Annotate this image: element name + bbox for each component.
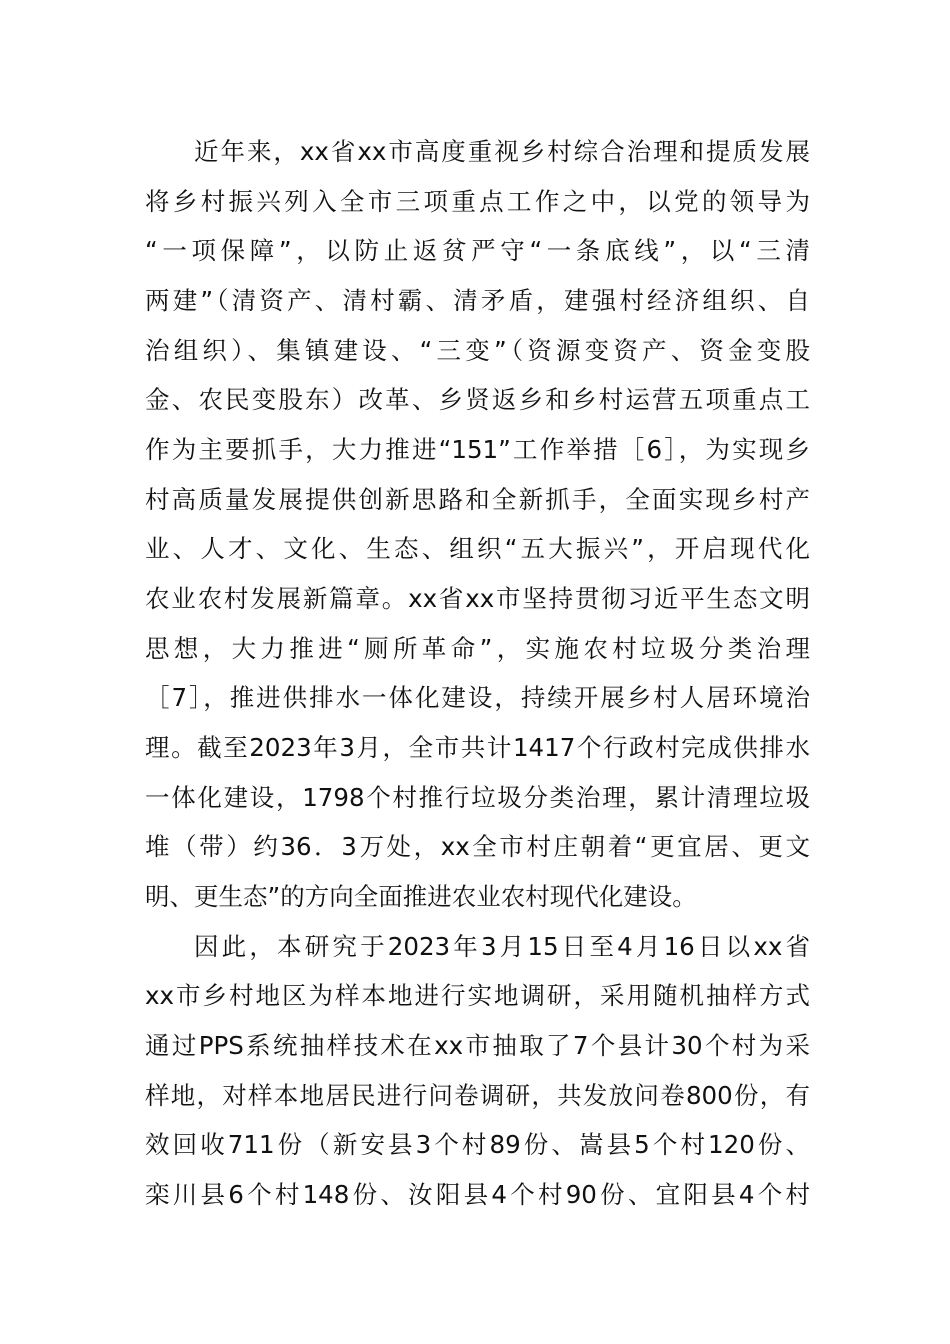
- paragraph-1-line-11: 思想，大力推进“厕所革命”，实施农村垃圾分类治理: [145, 634, 810, 663]
- paragraph-1-line-12: ［7］，推进供排水一体化建设，持续开展乡村人居环境治: [145, 683, 810, 712]
- paragraph-1-line-10: 农业农村发展新篇章。xx省xx市坚持贯彻习近平生态文明: [145, 584, 810, 613]
- paragraph-1-line-8: 村高质量发展提供创新思路和全新抓手，全面实现乡村产: [145, 485, 810, 514]
- paragraph-1-line-16: 明、更生态”的方向全面推进农业农村现代化建设。: [145, 882, 697, 911]
- paragraph-1-line-5: 治组织）、集镇建设、“三变”（资源变资产、资金变股: [145, 336, 810, 365]
- paragraph-1-line-9: 业、人才、文化、生态、组织“五大振兴”，开启现代化: [145, 534, 810, 563]
- paragraph-2-line-6: 栾川县6个村148份、汝阳县4个村90份、宜阳县4个村: [145, 1180, 810, 1209]
- paragraph-1-line-7: 作为主要抓手，大力推进“151”工作举措［6］，为实现乡: [145, 435, 810, 464]
- paragraph-1-line-13: 理。截至2023年3月，全市共计1417个行政村完成供排水: [145, 733, 810, 762]
- paragraph-2-line-1: 因此，本研究于2023年3月15日至4月16日以xx省: [194, 932, 810, 961]
- paragraph-2-line-3: 通过PPS系统抽样技术在xx市抽取了7个县计30个村为采: [145, 1031, 810, 1060]
- paragraph-2-line-5: 效回收711份（新安县3个村89份、嵩县5个村120份、: [145, 1130, 810, 1159]
- paragraph-1-line-14: 一体化建设，1798个村推行垃圾分类治理，累计清理垃圾: [145, 783, 810, 812]
- paragraph-2-line-2: xx市乡村地区为样本地进行实地调研，采用随机抽样方式: [145, 981, 810, 1010]
- paragraph-2-line-4: 样地，对样本地居民进行问卷调研，共发放问卷800份，有: [145, 1081, 810, 1110]
- paragraph-1-line-4: 两建”（清资产、清村霸、清矛盾，建强村经济组织、自: [145, 286, 810, 315]
- paragraph-1-line-15: 堆（带）约36．3万处，xx全市村庄朝着“更宜居、更文: [145, 832, 810, 861]
- paragraph-1-line-6: 金、农民变股东）改革、乡贤返乡和乡村运营五项重点工: [145, 385, 810, 414]
- paragraph-1-line-3: “一项保障”，以防止返贫严守“一条底线”，以“三清: [145, 236, 810, 265]
- paragraph-1-line-2: 将乡村振兴列入全市三项重点工作之中，以党的领导为: [145, 187, 810, 216]
- paragraph-1-line-1: 近年来，xx省xx市高度重视乡村综合治理和提质发展: [194, 137, 810, 166]
